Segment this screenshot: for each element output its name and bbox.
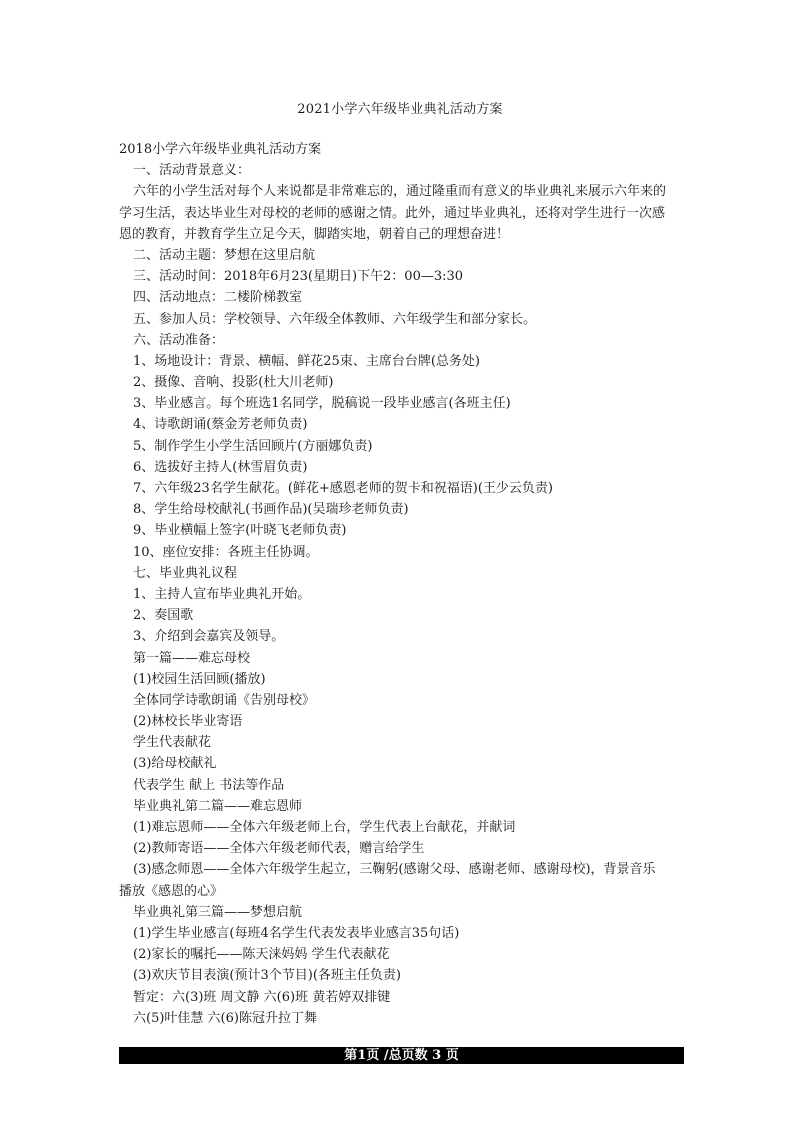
body-line: 3、毕业感言。每个班选1名同学，脱稿说一段毕业感言(各班主任) [133, 396, 511, 412]
body-line: 第一篇——难忘母校 [133, 650, 251, 666]
document-body [119, 139, 684, 1029]
body-line: 1、场地设计：背景、横幅、鲜花25束、主席台台牌(总务处) [133, 353, 480, 369]
body-line: 2、奏国歌 [133, 608, 194, 624]
body-line: (1)难忘恩师——全体六年级老师上台，学生代表上台献花，并献词 [133, 820, 516, 835]
body-line: 代表学生 献上 书法等作品 [133, 777, 285, 793]
body-line: 10、座位安排：各班主任协调。 [133, 544, 319, 560]
body-line: (3)感念师恩——全体六年级学生起立，三鞠躬(感谢父母、感谢老师、感谢母校)，背景音乐 [133, 862, 656, 878]
body-line: 学生代表献花 [133, 735, 212, 751]
page-number-label: 第1页 /总页数 3 页 [344, 1048, 459, 1063]
body-line: 二、活动主题：梦想在这里启航 [133, 247, 316, 263]
body-line: 7、六年级23名学生献花。(鲜花+感恩老师的贺卡和祝福语)(王少云负责) [133, 481, 553, 496]
body-line: 四、活动地点：二楼阶梯教室 [133, 290, 303, 306]
body-line: 8、学生给母校献礼(书画作品)(吴瑞珍老师负责) [133, 502, 409, 518]
body-line: 毕业典礼第三篇——梦想启航 [133, 904, 303, 920]
body-line: (3)欢庆节目表演(预计3个节目)(各班主任负责) [133, 968, 401, 984]
body-line: (2)林校长毕业寄语 [133, 714, 243, 730]
body-line: 全体同学诗歌朗诵《告别母校》 [133, 692, 316, 708]
body-line: 毕业典礼第二篇——难忘恩师 [133, 798, 303, 814]
body-line: 9、毕业横幅上签字(叶晓飞老师负责) [133, 523, 347, 539]
body-line: 4、诗歌朗诵(蔡金芳老师负责) [133, 417, 308, 433]
page-footer [119, 1047, 684, 1064]
body-line: 五、参加人员：学校领导、六年级全体教师、六年级学生和部分家长。 [133, 311, 537, 327]
body-line: 暂定：六(3)班 周文静 六(6)班 黄若婷双排键 [133, 989, 391, 1005]
body-line: (1)学生毕业感言(每班4名学生代表发表毕业感言35句话) [133, 925, 460, 941]
body-line: (1)校园生活回顾(播放) [133, 671, 266, 687]
body-line: 2、摄像、音响、投影(杜大川老师) [133, 375, 334, 391]
body-line: 学习生活，表达毕业生对母校的老师的感谢之情。此外，通过毕业典礼，还将对学生进行一次感 [119, 205, 666, 221]
body-line: 1、主持人宣布毕业典礼开始。 [133, 586, 311, 602]
body-line: 6、选拔好主持人(林雪眉负责) [133, 459, 308, 475]
body-line: 三、活动时间：2018年6月23(星期日)下午2：00—3:30 [133, 269, 464, 285]
body-line: 恩的教育，并教育学生立足今天，脚踏实地，朝着自己的理想奋进！ [119, 226, 510, 242]
body-line: 七、毕业典礼议程 [133, 565, 238, 581]
body-line: 播放《感恩的心》 [119, 883, 224, 899]
body-line: (2)教师寄语——全体六年级老师代表，赠言给学生 [133, 841, 425, 857]
body-line: 2018小学六年级毕业典礼活动方案 [119, 142, 322, 157]
body-line: 3、介绍到会嘉宾及领导。 [133, 629, 285, 645]
body-line: (3)给母校献礼 [133, 756, 217, 772]
body-line: 六年的小学生活对每个人来说都是非常难忘的，通过隆重而有意义的毕业典礼来展示六年来的 [133, 184, 667, 200]
document-title: 2021小学六年级毕业典礼活动方案 [297, 102, 503, 117]
body-line: (2)家长的嘱托——陈天涞妈妈 学生代表献花 [133, 947, 390, 963]
body-line: 六、活动准备： [133, 332, 225, 348]
body-line: 六(5)叶佳慧 六(6)陈冠升拉丁舞 [133, 1010, 317, 1026]
body-line: 5、制作学生小学生活回顾片(方丽娜负责) [133, 438, 373, 454]
body-line: 一、活动背景意义： [133, 163, 251, 179]
